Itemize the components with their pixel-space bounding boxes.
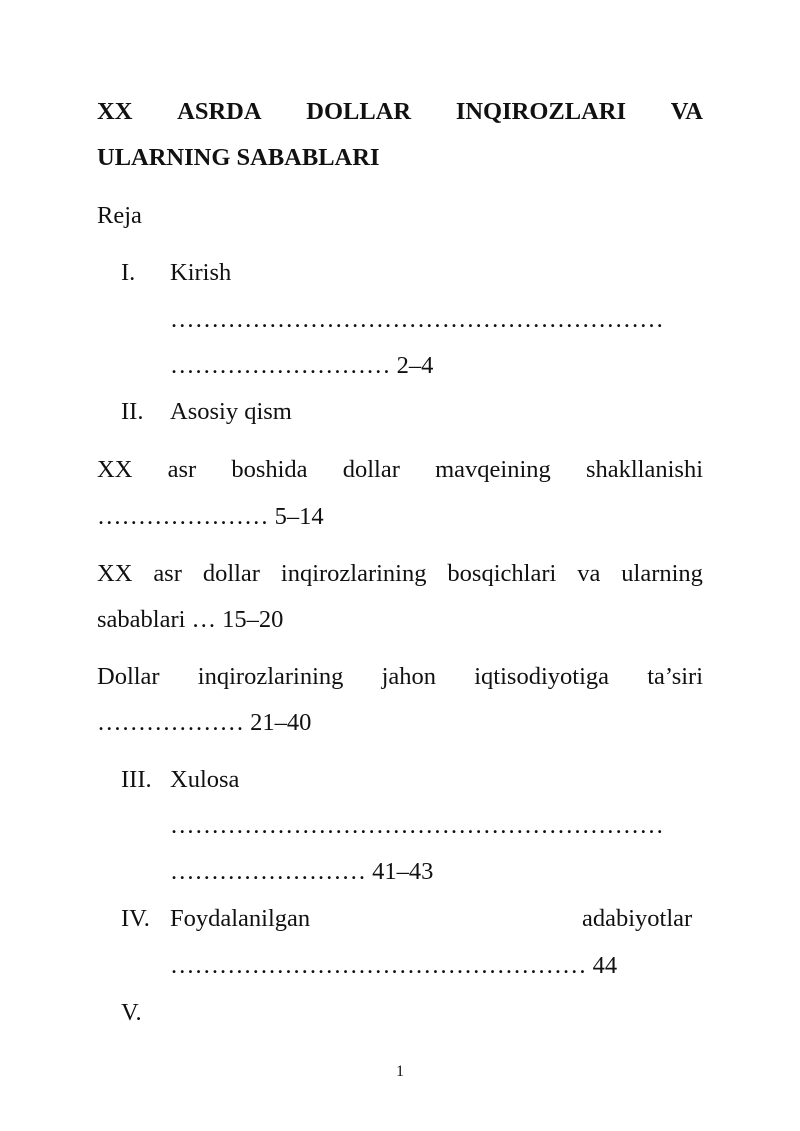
subsection-word: asr xyxy=(153,560,182,587)
subsection-word: iqtisodiyotiga xyxy=(474,663,609,690)
subsection-word: asr xyxy=(167,456,197,483)
subsection-word: ta’siri xyxy=(647,663,703,690)
subsection-word: jahon xyxy=(381,663,437,690)
section-label-foydalanilgan: Foydalanilgan xyxy=(170,905,311,932)
subsection-word: boshida xyxy=(231,456,308,483)
section-label-adabiyotlar: adabiyotlar xyxy=(582,905,693,932)
subsection-word: dollar xyxy=(342,456,400,483)
toc-dots-with-page: ………………… 5–14 xyxy=(97,503,324,530)
section-numeral: IV. xyxy=(121,905,150,932)
section-numeral: I. xyxy=(121,259,136,286)
subsection-line xyxy=(97,455,703,485)
subsection-word: Dollar xyxy=(97,663,160,690)
toc-dots-with-page: ……………… 21–40 xyxy=(97,709,312,736)
subsection-word: XX xyxy=(97,560,133,587)
subsection-word: inqirozlarining xyxy=(280,560,427,587)
title-word: DOLLAR xyxy=(306,98,412,125)
page-number: 1 xyxy=(396,1063,404,1080)
toc-dots-with-page: …………………… 41–43 xyxy=(170,858,434,885)
toc-dots-with-page: …………………………………………… 44 xyxy=(170,952,618,979)
title-word: XX xyxy=(97,98,133,125)
plan-label: Reja xyxy=(97,202,142,229)
toc-dots-with-page: sabablari … 15–20 xyxy=(97,606,284,633)
subsection-word: XX xyxy=(97,456,133,483)
toc-dots-with-page: ……………………… 2–4 xyxy=(170,352,434,379)
section-numeral: III. xyxy=(121,766,152,793)
title-word: INQIROZLARI xyxy=(455,98,627,125)
subsection-word: ularning xyxy=(621,560,703,587)
subsection-word: va xyxy=(577,560,601,587)
title-word: ASRDA xyxy=(177,98,262,125)
section-numeral: II. xyxy=(121,398,144,425)
title-line-2: ULARNING SABABLARI xyxy=(97,144,380,171)
toc-dots: …………………………………………………… xyxy=(170,306,664,333)
subsection-word: dollar xyxy=(202,560,260,587)
subsection-word: shakllanishi xyxy=(585,456,703,483)
document-title xyxy=(97,97,703,127)
subsection-line xyxy=(97,662,703,692)
section-numeral: V. xyxy=(121,999,142,1026)
section-label-xulosa: Xulosa xyxy=(170,766,240,793)
title-line-1 xyxy=(97,97,703,127)
title-word: VA xyxy=(670,98,703,125)
section-label-kirish: Kirish xyxy=(170,259,232,286)
subsection-word: bosqichlari xyxy=(447,560,557,587)
toc-dots: …………………………………………………… xyxy=(170,812,664,839)
subsection-line xyxy=(97,559,703,589)
subsection-word: mavqeining xyxy=(435,456,551,483)
subsection-word: inqirozlarining xyxy=(197,663,344,690)
section-label-asosiy-qism: Asosiy qism xyxy=(170,398,292,425)
